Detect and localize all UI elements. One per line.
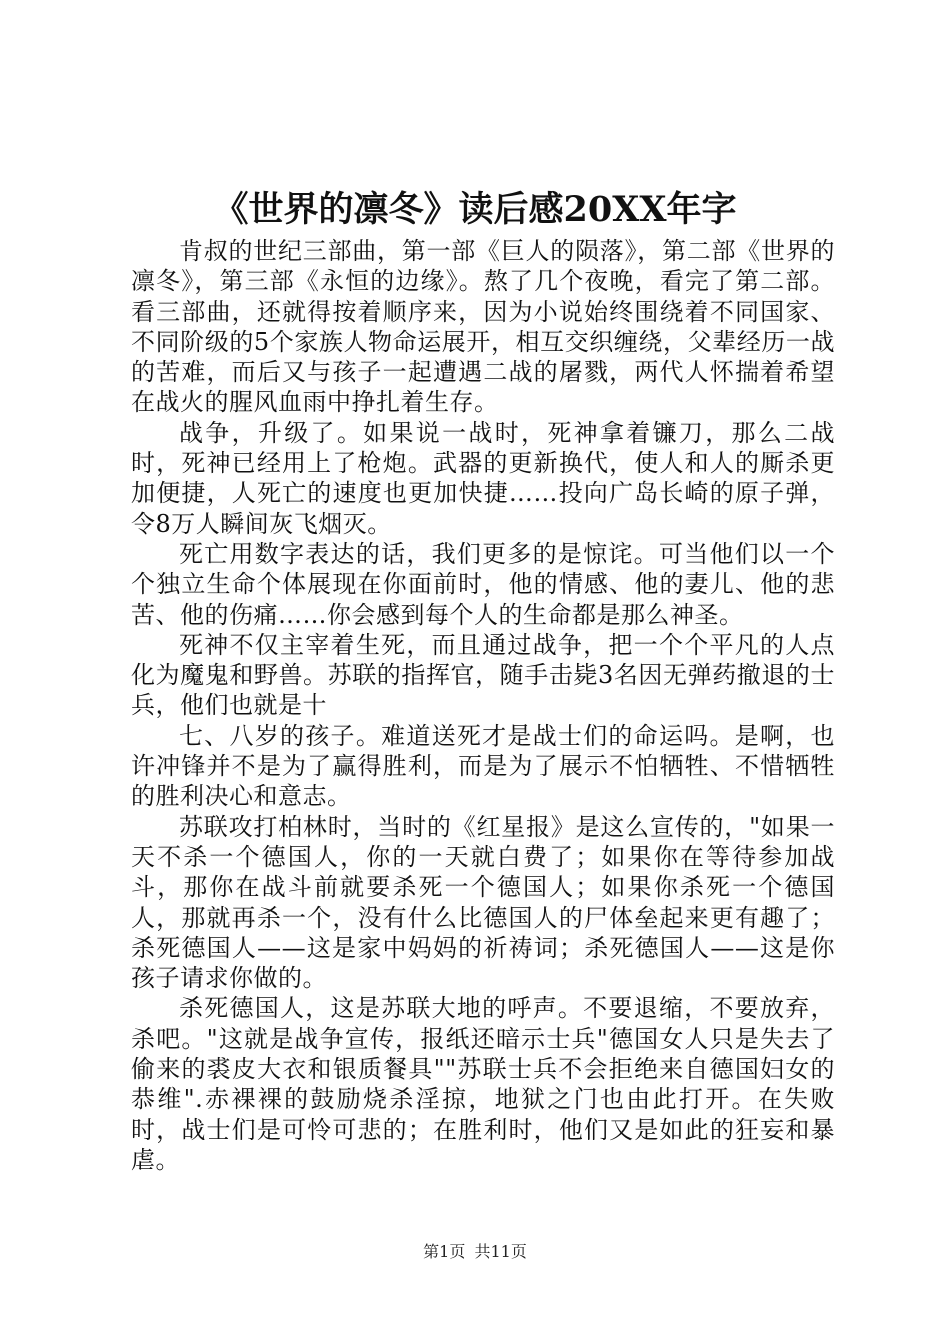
- page-number: 第1页: [423, 1242, 466, 1261]
- paragraph: 杀死德国人，这是苏联大地的呼声。不要退缩，不要放弃，杀吧。"这就是战争宣传，报纸还暗示士兵"德国女人只是失去了偷来的裘皮大衣和银质餐具""苏联士兵不会拒绝来自德国妇女的恭维".赤裸裸的鼓励烧杀淫掠，地狱之门也由此打开。在失败时，战士们是可怜可悲的；在胜利时，他们又是如此的狂妄和暴虐。: [131, 994, 835, 1174]
- paragraph: 死神不仅主宰着生死，而且通过战争，把一个个平凡的人点化为魔鬼和野兽。苏联的指挥官，随手击毙3名因无弹药撤退的士兵，他们也就是十: [131, 630, 835, 720]
- paragraph: 死亡用数字表达的话，我们更多的是惊诧。可当他们以一个个独立生命个体展现在你面前时，他的情感、他的妻儿、他的悲苦、他的伤痛……你会感到每个人的生命都是那么神圣。: [131, 539, 835, 629]
- paragraph: 肯叔的世纪三部曲，第一部《巨人的陨落》，第二部《世界的凛冬》，第三部《永恒的边缘》。熬了几个夜晚，看完了第二部。看三部曲，还就得按着顺序来，因为小说始终围绕着不同国家、不同阶级的5个家族人物命运展开，相互交织缠绕，父辈经历一战的苦难，而后又与孩子一起遭遇二战的屠戮，两代人怀揣着希望在战火的腥风血雨中挣扎着生存。: [131, 237, 835, 417]
- document-body: [131, 236, 835, 1175]
- paragraph: 七、八岁的孩子。难道送死才是战士们的命运吗。是啊，也许冲锋并不是为了赢得胜利，而是为了展示不怕牺牲、不惜牺牲的胜利决心和意志。: [131, 721, 835, 811]
- paragraph: 苏联攻打柏林时，当时的《红星报》是这么宣传的，"如果一天不杀一个德国人，你的一天就白费了；如果你在等待参加战斗，那你在战斗前就要杀死一个德国人；如果你杀死一个德国人，那就再杀一个，没有什么比德国人的尸体垒起来更有趣了；杀死德国人——这是家中妈妈的祈祷词；杀死德国人——这是你孩子请求你做的。: [131, 812, 835, 993]
- paragraph: 战争，升级了。如果说一战时，死神拿着镰刀，那么二战时，死神已经用上了枪炮。武器的更新换代，使人和人的厮杀更加便捷，人死亡的速度也更加快捷……投向广岛长崎的原子弹，令8万人瞬间灰飞烟灭。: [131, 418, 835, 538]
- page-footer: [0, 1242, 950, 1262]
- page-total: 共11页: [474, 1242, 527, 1261]
- document-title: 《世界的凛冬》读后感20XX年字: [213, 189, 737, 230]
